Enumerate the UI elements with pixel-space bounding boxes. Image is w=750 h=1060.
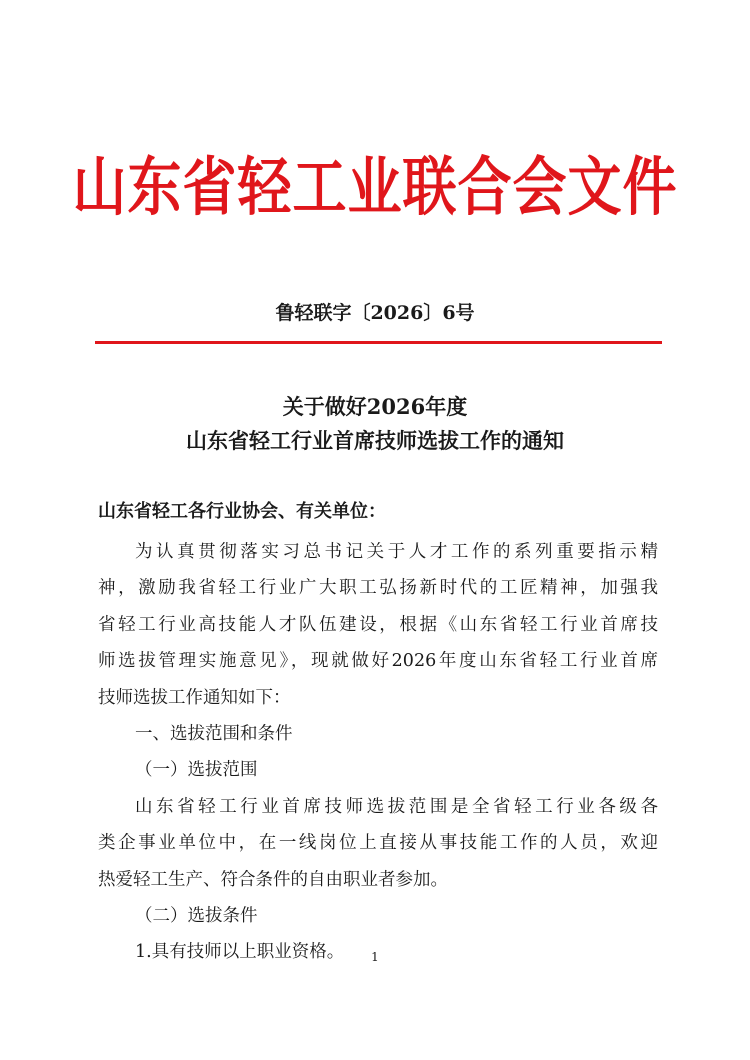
notice-title-line-1: 关于做好2026年度	[282, 394, 468, 419]
body-line: 师选拔管理实施意见》，现就做好2026年度山东省轻工行业首席	[98, 651, 658, 672]
body-line: 类企事业单位中，在一线岗位上直接从事技能工作的人员，欢迎	[98, 833, 658, 854]
body-line: 山东省轻工行业首席技师选拔范围是全省轻工行业各级各	[135, 796, 658, 817]
document-number: 鲁轻联字〔2026〕6号	[275, 302, 475, 324]
body-line: 为认真贯彻落实习总书记关于人才工作的系列重要指示精	[135, 542, 658, 562]
body-text	[98, 534, 658, 971]
red-header-title: 山东省轻工业联合会文件	[72, 150, 678, 225]
page-number: 1	[371, 950, 379, 964]
addressee: 山东省轻工各行业协会、有关单位：	[98, 501, 386, 522]
notice-title-line-2: 山东省轻工行业首席技师选拔工作的通知	[186, 428, 564, 453]
subsection-heading: （一）选拔范围	[135, 760, 258, 781]
body-line: 技师选拔工作通知如下：	[98, 687, 291, 708]
body-line: 热爱轻工生产、符合条件的自由职业者参加。	[98, 869, 448, 890]
body-line: 1.具有技师以上职业资格。	[135, 942, 345, 963]
subsection-heading: （二）选拔条件	[135, 905, 258, 926]
body-line: 省轻工行业高技能人才队伍建设，根据《山东省轻工行业首席技	[98, 614, 658, 635]
red-divider-line	[95, 341, 662, 344]
section-heading: 一、选拔范围和条件	[135, 723, 293, 744]
body-line: 神，激励我省轻工行业广大职工弘扬新时代的工匠精神，加强我	[98, 578, 658, 599]
